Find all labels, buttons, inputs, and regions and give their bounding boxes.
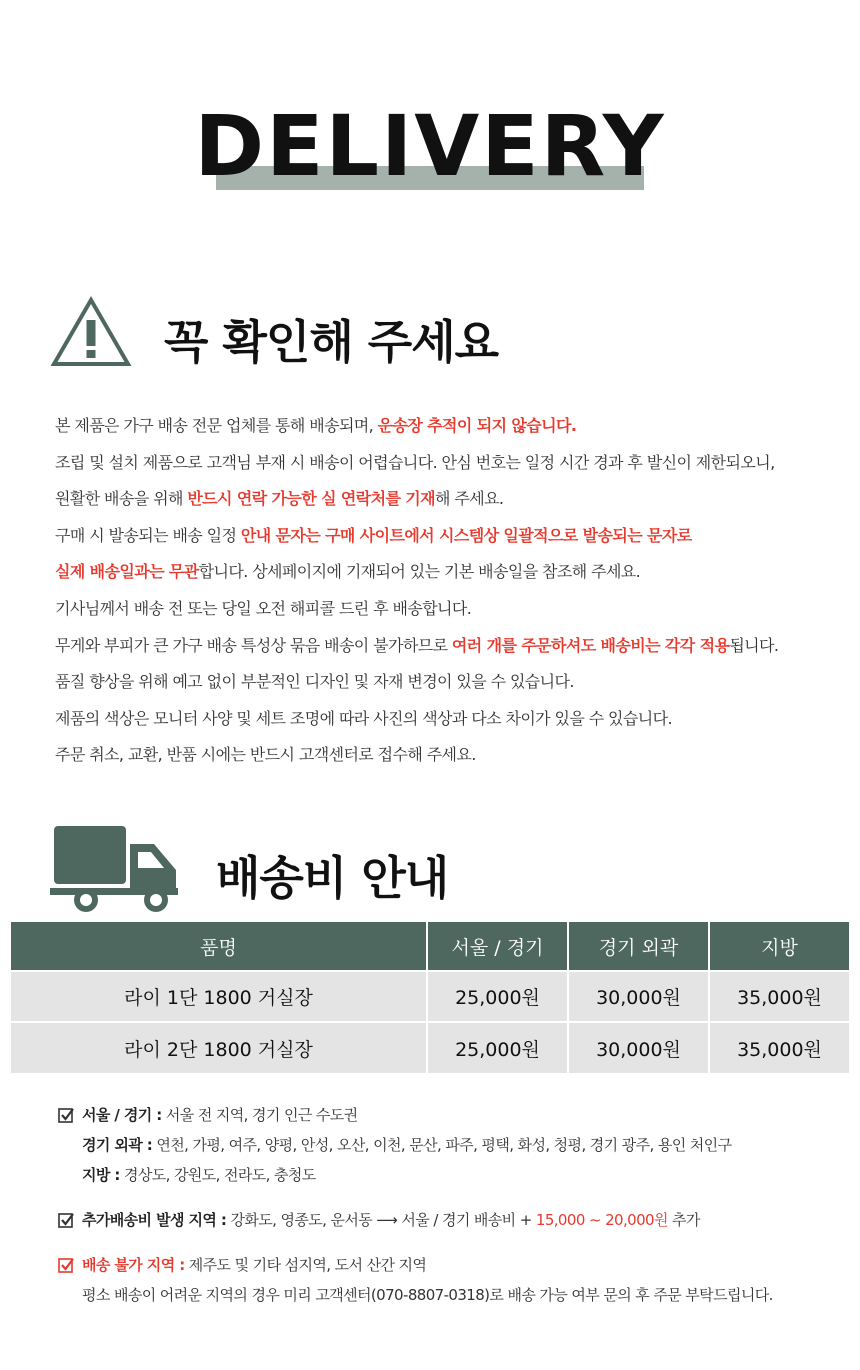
notice-line: 주문 취소, 교환, 반품 시에는 반드시 고객센터로 접수해 주세요.: [55, 745, 476, 765]
column-header: 품명: [11, 922, 427, 971]
zone-unavailable: 배송 불가 지역 : 제주도 및 기타 섬지역, 도서 산간 지역: [82, 1256, 427, 1274]
zone-outer: 경기 외곽 : 연천, 가평, 여주, 양평, 안성, 오산, 이천, 문산, 파주, 평택, 화성, 청평, 경기 광주, 용인 처인구: [82, 1136, 732, 1154]
column-header: 서울 / 경기: [427, 922, 568, 971]
table-row: [11, 971, 849, 1022]
zone-extra: 추가배송비 발생 지역 : 강화도, 영종도, 운서동 ⟶ 서울 / 경기 배송비 + 15,000 ~ 20,000원 추가: [82, 1211, 700, 1229]
table-cell: 35,000원: [709, 1022, 849, 1073]
table-row: [11, 1022, 849, 1073]
table-cell: 35,000원: [709, 971, 849, 1022]
column-header: 경기 외곽: [568, 922, 709, 971]
warning-icon: [50, 296, 132, 368]
zone-local: 지방 : 경상도, 강원도, 전라도, 충청도: [82, 1166, 316, 1184]
table-cell: 30,000원: [568, 1022, 709, 1073]
notice-line: 구매 시 발송되는 배송 일정 안내 문자는 구매 사이트에서 시스템상 일괄적으로 발송되는 문자로: [55, 525, 692, 545]
notice-line: 실제 배송일과는 무관합니다. 상세페이지에 기재되어 있는 기본 배송일을 참조해 주세요.: [55, 562, 641, 582]
table-cell: 라이 2단 1800 거실장: [11, 1022, 427, 1073]
shipping-fee-table: [11, 922, 849, 1073]
table-header-row: [11, 922, 849, 971]
page-title: DELIVERY: [194, 97, 666, 195]
truck-icon: [50, 822, 182, 914]
notice-line: 품질 향상을 위해 예고 없이 부분적인 디자인 및 자재 변경이 있을 수 있습니다.: [55, 672, 574, 692]
notice-line: 무게와 부피가 큰 가구 배송 특성상 묶음 배송이 불가하므로 여러 개를 주문하셔도 배송비는 각각 적용됩니다.: [55, 635, 779, 655]
notice-line: 본 제품은 가구 배송 전문 업체를 통해 배송되며, 운송장 추적이 되지 않습니다.: [55, 416, 577, 435]
notice-line: 기사님께서 배송 전 또는 당일 오전 해피콜 드린 후 배송합니다.: [55, 598, 472, 618]
zone-seoul: 서울 / 경기 : 서울 전 지역, 경기 인근 수도권: [82, 1106, 358, 1124]
delivery-header: [0, 96, 860, 206]
zone-unavailable-note: 평소 배송이 어려운 지역의 경우 미리 고객센터(070-8807-0318)로 배송 가능 여부 문의 후 주문 부탁드립니다.: [82, 1286, 773, 1304]
table-cell: 25,000원: [427, 1022, 568, 1073]
notice-line: 원활한 배송을 위해 반드시 연락 가능한 실 연락처를 기재해 주세요.: [55, 489, 504, 509]
shipping-title: 배송비 안내: [216, 851, 449, 905]
table-cell: 라이 1단 1800 거실장: [11, 971, 427, 1022]
checkbox-checked-icon: [58, 1212, 74, 1228]
zone-group-extra: [58, 1205, 848, 1235]
notice-line: 제품의 색상은 모니터 사양 및 세트 조명에 따라 사진의 색상과 다소 차이가 있을 수 있습니다.: [55, 708, 672, 728]
zone-group-standard: [58, 1100, 848, 1190]
notice-line: 조립 및 설치 제품으로 고객님 부재 시 배송이 어렵습니다. 안심 번호는 일정 시간 경과 후 발신이 제한되오니,: [55, 452, 775, 472]
zone-group-unavailable: [58, 1250, 848, 1310]
shipping-zones: [58, 1100, 848, 1310]
column-header: 지방: [709, 922, 849, 971]
notice-title: 꼭 확인해 주세요: [164, 315, 499, 369]
notice-header: [50, 296, 810, 376]
shipping-header: [50, 822, 810, 917]
table-cell: 30,000원: [568, 971, 709, 1022]
table-cell: 25,000원: [427, 971, 568, 1022]
checkbox-checked-icon: [58, 1257, 74, 1273]
checkbox-checked-icon: [58, 1107, 74, 1123]
notice-list: [55, 408, 845, 774]
